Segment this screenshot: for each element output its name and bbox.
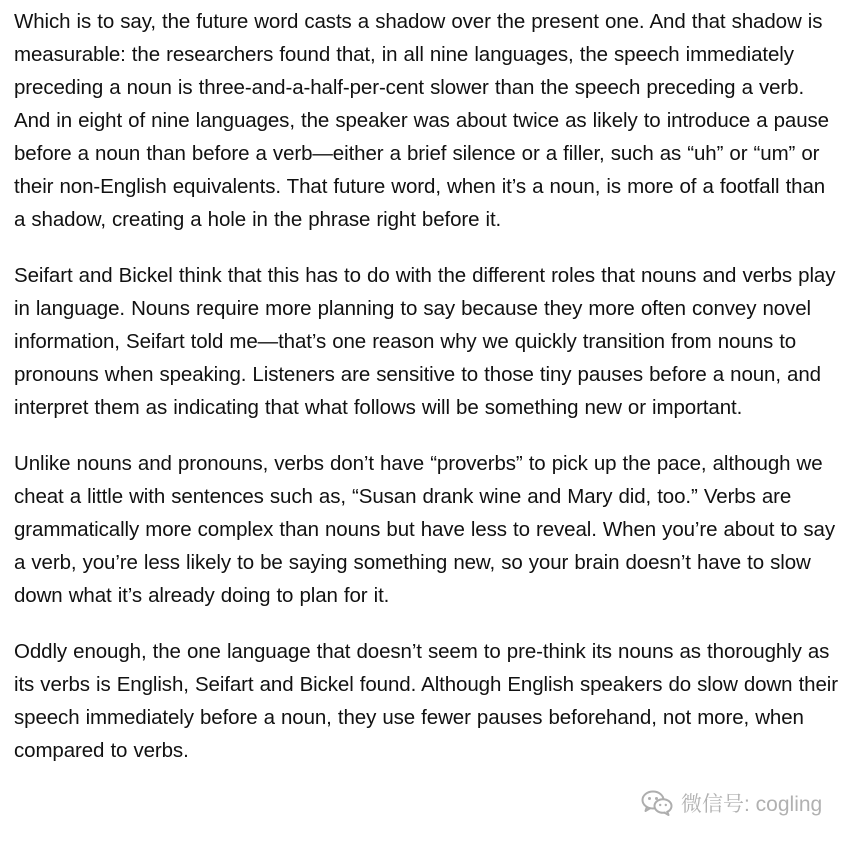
paragraph-2: Seifart and Bickel think that this has to do with the different roles that nouns and verbs play in language. Nouns require more planning to say because they more often convey novel information, Seifart told me—that’s one reason why we quickly transition from nouns to pronouns when speaking. Listeners are sensitive to those tiny pauses before a noun, and interpret them as indicating that what follows will be something new or important. [14, 264, 836, 419]
paragraph-4: Oddly enough, the one language that doesn’t seem to pre-think its nouns as thoroughly as its verbs is English, Seifart and Bickel found. Although English speakers do slow down their speech immediately before a noun, they use fewer pauses beforehand, not more, when compared to verbs. [14, 640, 838, 762]
paragraph-3: Unlike nouns and pronouns, verbs don’t have “proverbs” to pick up the pace, although we cheat a little with sentences such as, “Susan drank wine and Mary did, too.” Verbs are grammatically more complex than nouns but have less to reveal. When you’re about to say a verb, you’re less likely to be saying something new, so your brain doesn’t have to slow down what it’s already doing to plan for it. [14, 452, 835, 607]
wechat-watermark [641, 786, 822, 820]
article-body [14, 5, 840, 790]
watermark-text: 微信号: cogling [681, 793, 823, 816]
wechat-icon [641, 790, 673, 816]
paragraph-1: Which is to say, the future word casts a shadow over the present one. And that shadow is measurable: the researchers found that, in all nine languages, the speech immediately preceding a noun is three-and-a-half-per-cent slower than the speech preceding a verb. And in eight of nine languages, the speaker was about twice as likely to introduce a pause before a noun than before a verb—either a brief silence or a filler, such as “uh” or “um” or their non-English equivalents. That future word, when it’s a noun, is more of a footfall than a shadow, creating a hole in the phrase right before it. [14, 10, 829, 231]
